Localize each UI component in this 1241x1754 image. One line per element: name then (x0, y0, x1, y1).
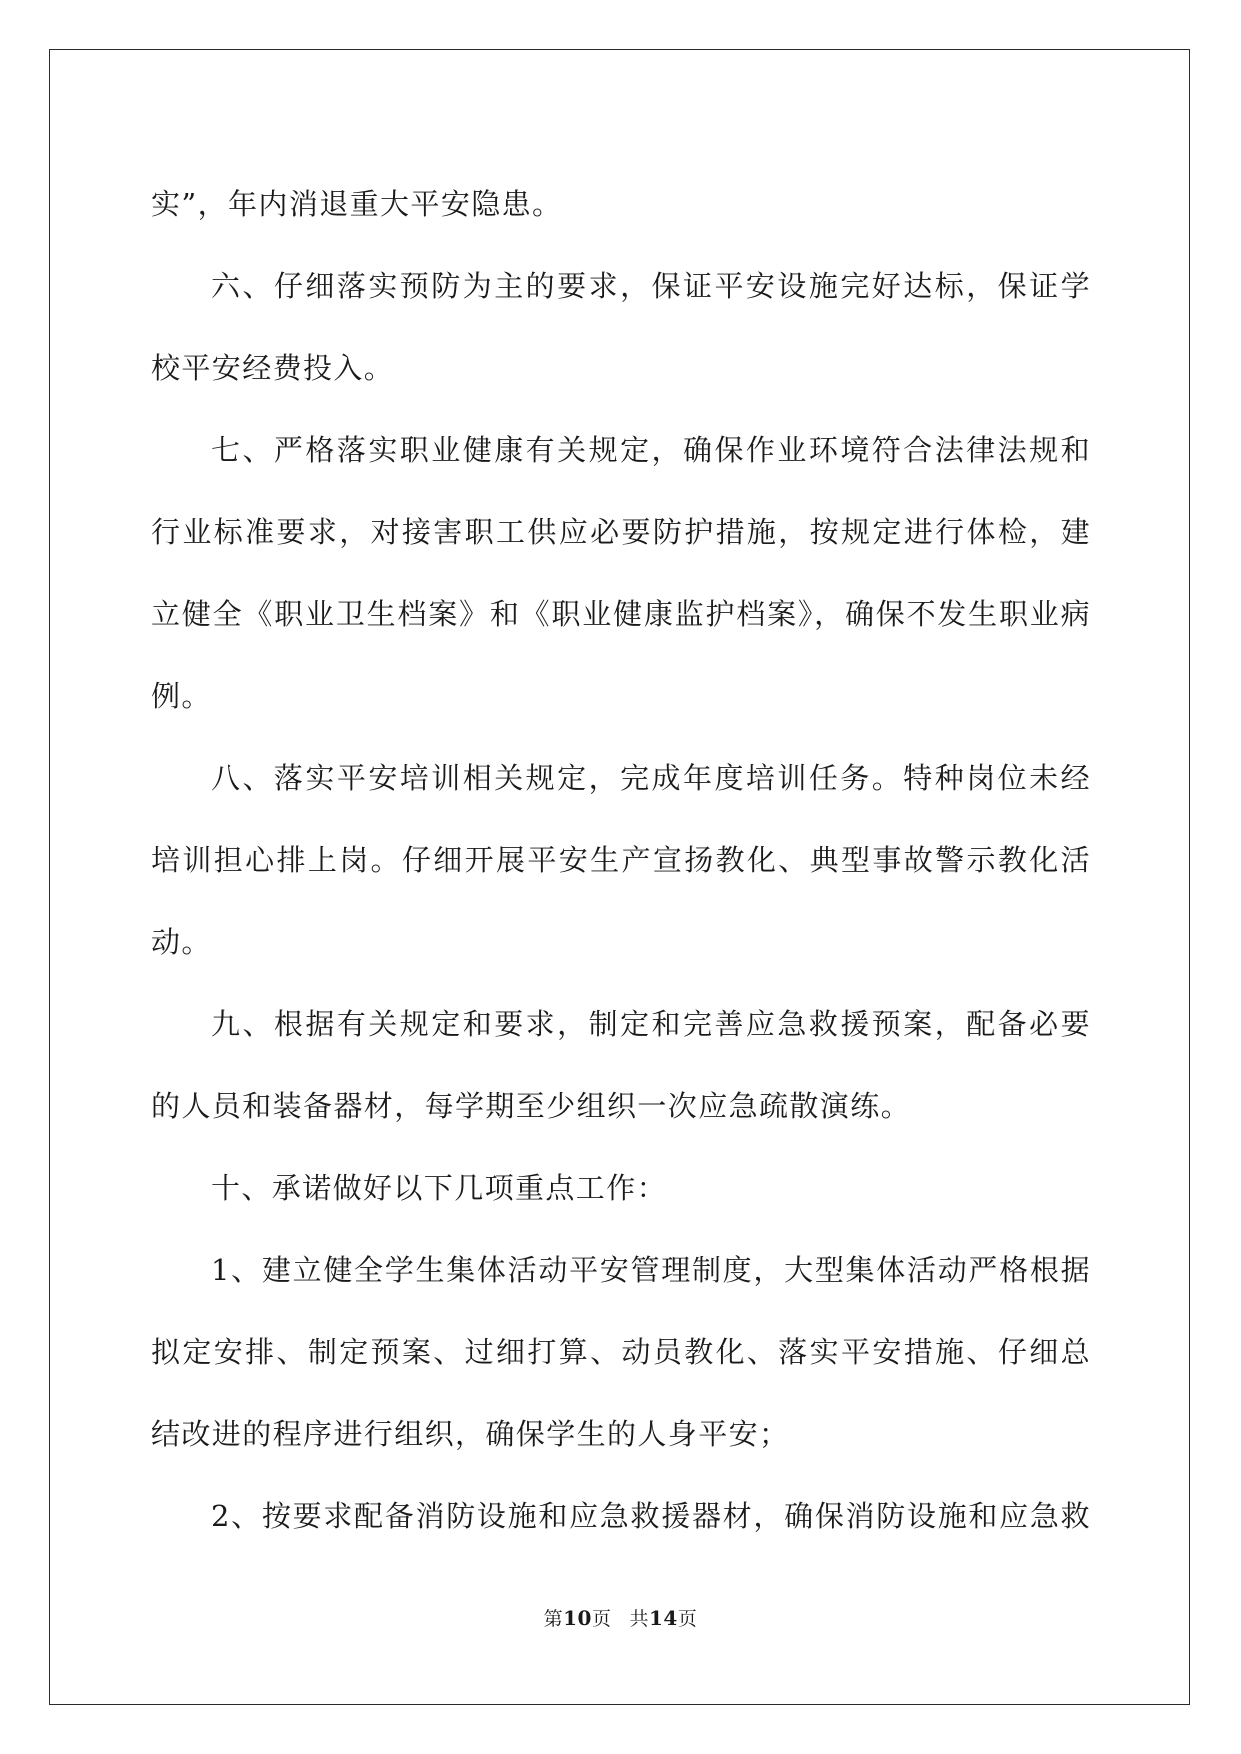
text-line-5: 行业标准要求，对接害职工供应必要防护措施，按规定进行体检，建 (151, 515, 1091, 549)
text-line-16: 结改进的程序进行组织，确保学生的人身平安； (151, 1417, 790, 1451)
text-line-6: 立健全《职业卫生档案》和《职业健康监护档案》，确保不发生职业病 (151, 597, 1091, 631)
text-line-7: 例。 (151, 679, 212, 713)
text-line-9: 培训担心排上岗。仔细开展平安生产宣扬教化、典型事故警示教化活 (151, 843, 1091, 877)
page-footer (0, 1604, 1241, 1631)
text-line-12: 的人员和装备器材，每学期至少组织一次应急疏散演练。 (151, 1089, 912, 1123)
text-line-17: 2、按要求配备消防设施和应急救援器材，确保消防设施和应急救 (211, 1499, 1091, 1533)
page-total: 14 (649, 1606, 678, 1630)
text-line-14: 1、建立健全学生集体活动平安管理制度，大型集体活动严格根据 (211, 1253, 1091, 1287)
page-current: 10 (563, 1606, 592, 1630)
text-line-4: 七、严格落实职业健康有关规定，确保作业环境符合法律法规和 (211, 433, 1091, 467)
text-line-15: 拟定安排、制定预案、过细打算、动员教化、落实平安措施、仔细总 (151, 1335, 1091, 1369)
text-line-2: 六、仔细落实预防为主的要求，保证平安设施完好达标，保证学 (211, 269, 1091, 303)
text-line-1: 实”，年内消退重大平安隐患。 (151, 187, 563, 221)
total-suffix: 页 (677, 1608, 698, 1630)
document-body (151, 163, 1091, 1557)
text-line-11: 九、根据有关规定和要求，制定和完善应急救援预案，配备必要 (211, 1007, 1091, 1041)
text-line-8: 八、落实平安培训相关规定，完成年度培训任务。特种岗位未经 (211, 761, 1091, 795)
page-prefix: 第 (543, 1608, 564, 1630)
text-line-3: 校平安经费投入。 (151, 351, 395, 385)
total-prefix: 共 (629, 1608, 650, 1630)
text-line-13: 十、承诺做好以下几项重点工作： (211, 1171, 668, 1205)
page-suffix: 页 (591, 1608, 612, 1630)
text-line-10: 动。 (151, 925, 212, 959)
